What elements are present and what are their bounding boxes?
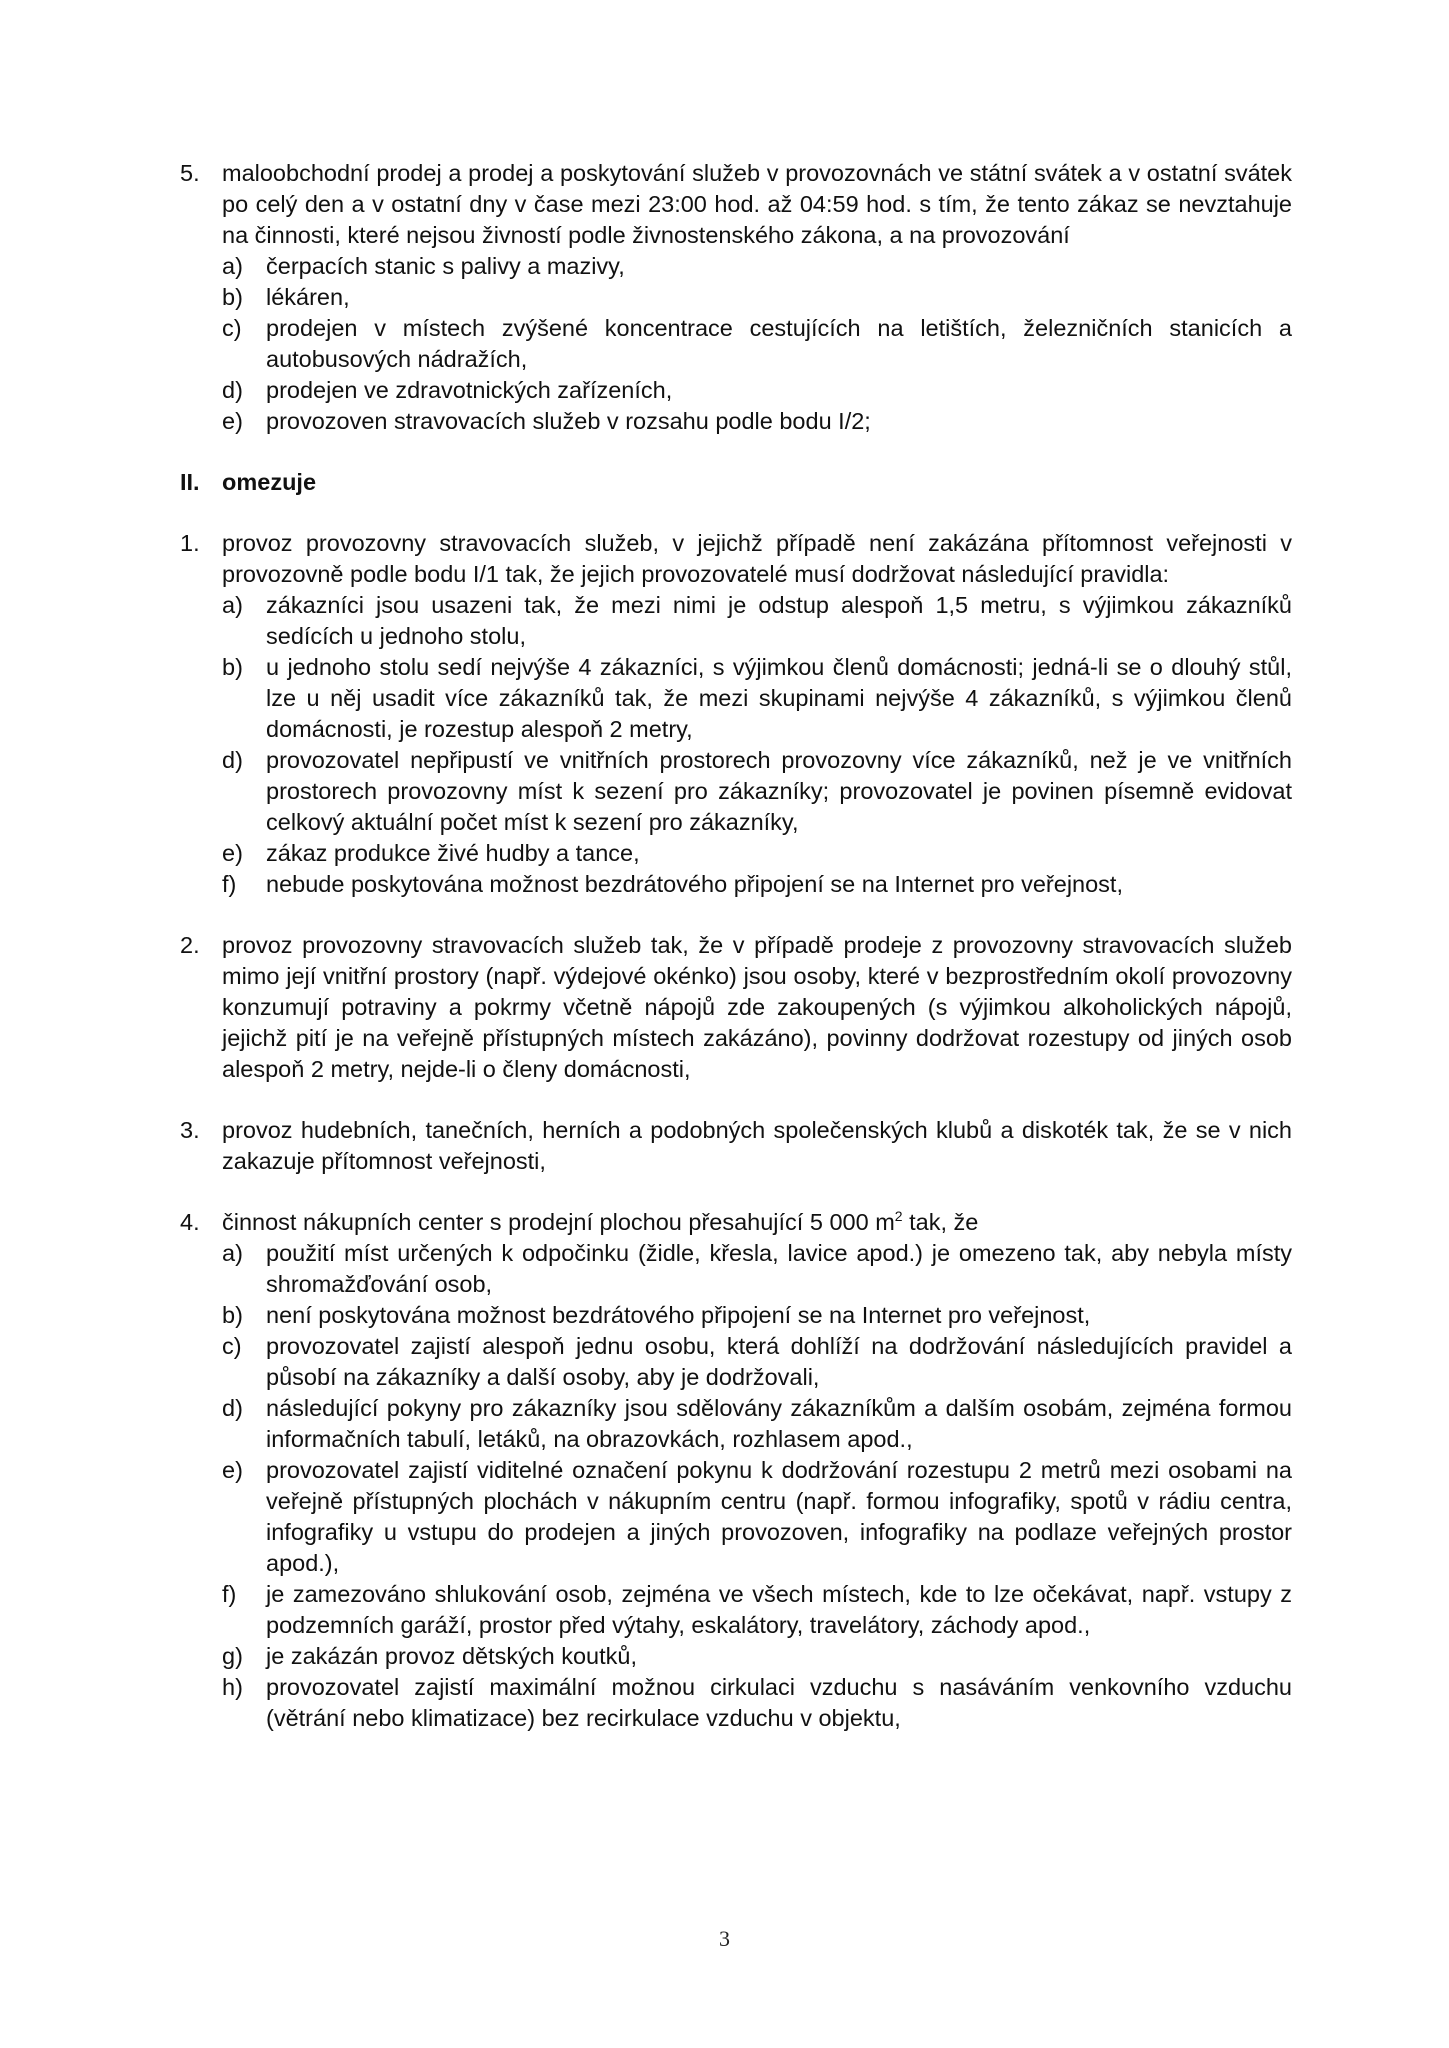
item-text: provoz provozovny stravovacích služeb, v jejichž případě není zakázána přítomnost veřejnosti v provozovně podle bodu I/1 tak, že jejich provozovatelé musí dodržovat následující pravidla: <box>222 530 1292 587</box>
item-text-pre: činnost nákupních center s prodejní plochou přesahující 5 000 m <box>222 1209 895 1235</box>
list-letter: a) <box>222 253 243 279</box>
list-text: následující pokyny pro zákazníky jsou sdělovány zákazníkům a dalším osobám, zejména formou informačních tabulí, letáků, na obrazovkách, rozhlasem apod., <box>266 1395 1292 1452</box>
list-text: provozovatel nepřipustí ve vnitřních prostorech provozovny více zákazníků, než je ve vnitřních prostorech provozovny míst k sezení pro zákazníky; provozovatel je povinen písemně evidovat celkový aktuální počet míst k sezení pro zákazníky, <box>266 747 1292 835</box>
list-letter: a) <box>222 592 243 618</box>
page-number: 3 <box>719 1926 730 1951</box>
superscript: 2 <box>894 1208 903 1225</box>
list-letter: e) <box>222 840 243 866</box>
heading-text: omezuje <box>222 469 317 495</box>
list-letter: d) <box>222 747 243 773</box>
section-5 <box>180 158 1292 437</box>
item-text-post: tak, že <box>902 1209 979 1235</box>
list-item <box>222 838 1292 869</box>
list-letter: f) <box>222 871 237 897</box>
list-item <box>222 869 1292 900</box>
list-item <box>222 652 1292 745</box>
item-number: 4. <box>180 1209 200 1235</box>
list-letter: e) <box>222 1457 243 1483</box>
list-text: zákaz produkce živé hudby a tance, <box>266 840 640 866</box>
list-letter: d) <box>222 1395 243 1421</box>
list-text: lékáren, <box>266 284 350 310</box>
list-item <box>222 1393 1292 1455</box>
heading-number: II. <box>180 469 200 495</box>
item-body <box>222 528 1292 900</box>
list-item <box>222 282 1292 313</box>
list-letter: h) <box>222 1674 243 1700</box>
list-letter: f) <box>222 1581 237 1607</box>
list-text: zákazníci jsou usazeni tak, že mezi nimi je odstup alespoň 1,5 metru, s výjimkou zákazníků sedících u jednoho stolu, <box>266 592 1292 649</box>
list-item <box>222 1331 1292 1393</box>
item-number: 3. <box>180 1117 200 1143</box>
list-text: provozoven stravovacích služeb v rozsahu podle bodu I/2; <box>266 408 871 434</box>
list-item <box>222 1579 1292 1641</box>
list-item <box>222 745 1292 838</box>
list-text: provozovatel zajistí maximální možnou cirkulaci vzduchu s nasáváním venkovního vzduchu (větrání nebo klimatizace) bez recirkulace vzduchu v objektu, <box>266 1674 1292 1731</box>
list-letter: d) <box>222 377 243 403</box>
list-letter: g) <box>222 1643 243 1669</box>
section-4 <box>180 1207 1292 1734</box>
list-text: prodejen ve zdravotnických zařízeních, <box>266 377 673 403</box>
list-letter: e) <box>222 408 243 434</box>
list-text: je zakázán provoz dětských koutků, <box>266 1643 637 1669</box>
list-letter: c) <box>222 315 242 341</box>
list-text: čerpacích stanic s palivy a mazivy, <box>266 253 625 279</box>
list-item <box>222 1672 1292 1734</box>
item-text: provoz provozovny stravovacích služeb tak, že v případě prodeje z provozovny stravovacích služeb mimo její vnitřní prostory (např. výdejové okénko) jsou osoby, které v bezprostředním okolí provozovny konzumují potraviny a pokrmy včetně nápojů zde zakoupených (s výjimkou alkoholických nápojů, jejichž pití je na veřejně přístupných místech zakázáno), povinny dodržovat rozestupy od jiných osob alespoň 2 metry, nejde-li o členy domácnosti, <box>222 932 1292 1082</box>
list-item <box>222 1300 1292 1331</box>
list-item <box>222 1238 1292 1300</box>
list-text: provozovatel zajistí alespoň jednu osobu, která dohlíží na dodržování následujících pravidel a působí na zákazníky a další osoby, aby je dodržovali, <box>266 1333 1292 1390</box>
list-letter: b) <box>222 654 243 680</box>
item-body <box>222 158 1292 437</box>
document-page <box>180 158 1292 1734</box>
list-item <box>222 590 1292 652</box>
item-body <box>222 1207 1292 1734</box>
item-number: 2. <box>180 932 200 958</box>
section-1 <box>180 528 1292 900</box>
list-text: je zamezováno shlukování osob, zejména ve všech místech, kde to lze očekávat, např. vstupy z podzemních garáží, prostor před výtahy, eskalátory, travelátory, záchody apod., <box>266 1581 1292 1638</box>
item-text: maloobchodní prodej a prodej a poskytování služeb v provozovnách ve státní svátek a v ostatní svátek po celý den a v ostatní dny v čase mezi 23:00 hod. až 04:59 hod. s tím, že tento zákaz se nevztahuje na činnosti, které nejsou živností podle živnostenského zákona, a na provozování <box>222 160 1292 248</box>
list-item <box>222 1455 1292 1579</box>
section-2 <box>180 930 1292 1085</box>
list-text: není poskytována možnost bezdrátového připojení se na Internet pro veřejnost, <box>266 1302 1091 1328</box>
item-text: provoz hudebních, tanečních, herních a podobných společenských klubů a diskoték tak, že se v nich zakazuje přítomnost veřejnosti, <box>222 1117 1292 1174</box>
list-text: použití míst určených k odpočinku (židle, křesla, lavice apod.) je omezeno tak, aby nebyla místy shromažďování osob, <box>266 1240 1292 1297</box>
list-letter: a) <box>222 1240 243 1266</box>
list-item <box>222 251 1292 282</box>
item-number: 1. <box>180 530 200 556</box>
list-text: provozovatel zajistí viditelné označení pokynu k dodržování rozestupu 2 metrů mezi osobami na veřejně přístupných plochách v nákupním centru (např. formou infografiky, spotů v rádiu centra, infografiky u vstupu do prodejen a jiných provozoven, infografiky na podlaze veřejných prostor apod.), <box>266 1457 1292 1576</box>
list-letter: c) <box>222 1333 242 1359</box>
list-letter: b) <box>222 1302 243 1328</box>
list-text: u jednoho stolu sedí nejvýše 4 zákazníci, s výjimkou členů domácnosti; jedná-li se o dlouhý stůl, lze u něj usadit více zákazníků tak, že mezi skupinami nejvýše 4 zákazníků, s výjimkou členů domácnosti, je rozestup alespoň 2 metry, <box>266 654 1292 742</box>
item-number: 5. <box>180 160 200 186</box>
list-letter: b) <box>222 284 243 310</box>
list-text: prodejen v místech zvýšené koncentrace cestujících na letištích, železničních stanicích a autobusových nádražích, <box>266 315 1292 372</box>
section-heading <box>180 467 1292 498</box>
list-item <box>222 375 1292 406</box>
list-text: nebude poskytována možnost bezdrátového připojení se na Internet pro veřejnost, <box>266 871 1123 897</box>
list-item <box>222 313 1292 375</box>
list-item <box>222 406 1292 437</box>
list-item <box>222 1641 1292 1672</box>
item-text <box>222 1207 1292 1238</box>
section-3 <box>180 1115 1292 1177</box>
